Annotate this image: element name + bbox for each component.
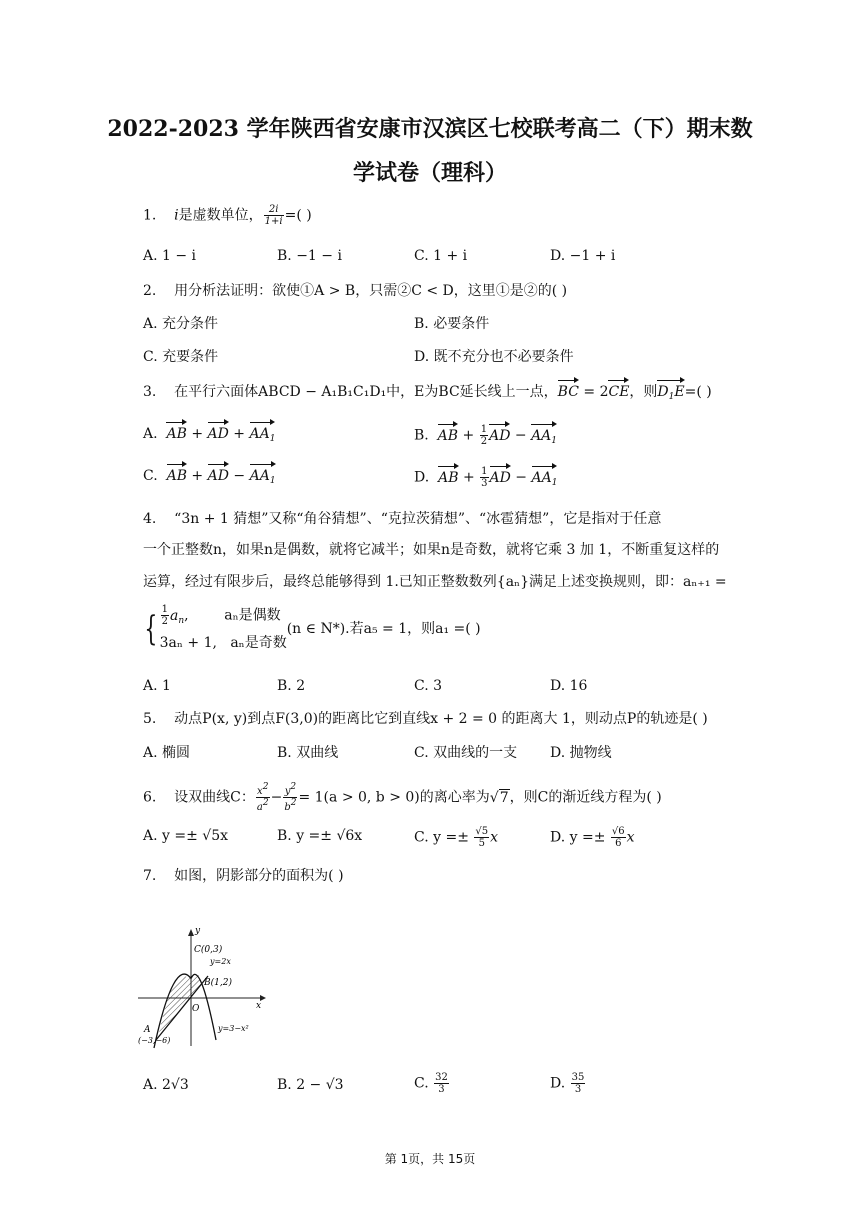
option-a[interactable]: A. y =± √5x — [143, 828, 229, 844]
option-b[interactable]: B. AB + $\frac{1}{2}$ AD − $AA_1$ — [414, 424, 557, 451]
option-c[interactable]: C. $\frac{32}{3}$ — [414, 1072, 448, 1095]
question-6: 6. 设双曲线C： $\frac{x^2}{a^2}$ − $\frac{y^2}{b^2}$ = 1(a > 0, b > 0)的离心率为√7，则C的渐近线方程为( ) — [143, 782, 662, 813]
question-7 — [143, 866, 344, 886]
question-text: “3n + 1 猜想”又称“角谷猜想”、“克拉茨猜想”、“冰雹猜想”，它是指对于任意 — [174, 511, 662, 527]
question-text: 设双曲线C： — [174, 789, 255, 806]
option-a[interactable]: A. 1 — [143, 678, 171, 694]
question-text: 在平行六面体ABCD − A₁B₁C₁D₁中，E为BC延长线上一点， — [174, 384, 558, 400]
point-b-label: B(1,2) — [204, 978, 232, 988]
option-a[interactable]: A. 充分条件 — [143, 316, 219, 332]
page-title-line-1: 2022-2023 学年陕西省安康市汉滨区七校联考高二（下）期末数 — [107, 116, 753, 142]
option-d[interactable]: D. AB + $\frac{1}{3}$ AD − $AA_1$ — [414, 466, 557, 493]
question-1: 1. i是虚数单位， $\frac{2i}{1+i}$ =( ) — [143, 204, 312, 227]
option-d[interactable]: D. $\frac{35}{3}$ — [550, 1072, 585, 1095]
question-number: 2. — [143, 283, 157, 299]
option-d[interactable]: D. 抛物线 — [550, 745, 612, 761]
curve-label: y=3−x² — [218, 1024, 249, 1033]
option-c[interactable]: C. 3 — [414, 678, 443, 694]
shaded-area-figure — [138, 928, 268, 1050]
option-d[interactable]: D. −1 + i — [550, 248, 616, 264]
option-a[interactable]: A. 1 − i — [143, 248, 197, 264]
option-a[interactable]: A. 2√3 — [143, 1077, 189, 1093]
question-number: 5. — [143, 711, 157, 727]
option-a[interactable]: A. 椭圆 — [143, 745, 191, 761]
question-4-line-3: 运算，经过有限步后，最终总能够得到 1.已知正整数数列{aₙ}满足上述变换规则，即：aₙ₊₁ = — [143, 574, 727, 590]
option-a[interactable]: A. AB + AD + $AA_1$ — [143, 424, 275, 449]
question-number: 1. — [143, 207, 157, 224]
option-b[interactable]: B. 双曲线 — [277, 745, 339, 761]
origin-label: O — [192, 1004, 200, 1014]
question-text: 是虚数单位， — [178, 207, 263, 224]
question-text: 用分析法证明：欲使①A > B，只需②C < D，这里①是②的( ) — [174, 283, 568, 299]
option-d[interactable]: D. 16 — [550, 678, 588, 694]
option-c[interactable]: C. 双曲线的一支 — [414, 745, 518, 761]
question-4-line-2: 一个正整数n，如果n是偶数，就将它减半；如果n是奇数，就将它乘 3 加 1，不断重复这样的 — [143, 542, 720, 558]
option-b[interactable]: B. 必要条件 — [414, 316, 490, 332]
piecewise-definition: { $\frac{1}{2}$ $a_n$, aₙ是偶数 3aₙ + 1, aₙ是奇数 (n ∈ N*).若a₅ = 1，则a₁ =( ) — [144, 604, 481, 651]
point-a-label: A — [144, 1025, 151, 1035]
option-b[interactable]: B. 2 − √3 — [277, 1077, 344, 1093]
point-a-coord: (−3,−6) — [138, 1036, 171, 1045]
fraction: $\frac{2i}{1+i}$ — [264, 204, 283, 227]
question-number: 4. — [143, 511, 157, 527]
y-axis-label: y — [195, 928, 201, 936]
page-title-line-2: 学试卷（理科） — [352, 160, 507, 186]
question-text: 如图，阴影部分的面积为( ) — [174, 868, 344, 884]
option-c[interactable]: C. y =± $\frac{√5}{5}$ x — [414, 826, 499, 849]
question-3: 3. 在平行六面体ABCD − A₁B₁C₁D₁中，E为BC延长线上一点，BC = 2CE，则$D_1E=$( ) — [143, 382, 712, 407]
question-2 — [143, 281, 567, 301]
page-footer: 第 1页，共 15页 — [384, 1152, 476, 1166]
question-number: 7. — [143, 868, 157, 884]
x-axis-label: x — [256, 1001, 262, 1011]
line-label: y=2x — [210, 957, 231, 966]
option-b[interactable]: B. −1 − i — [277, 248, 342, 264]
option-c[interactable]: C. 充要条件 — [143, 349, 219, 365]
question-number: 3. — [143, 384, 157, 400]
question-4 — [143, 509, 661, 529]
option-d[interactable]: D. y =± $\frac{√6}{6}$ x — [550, 826, 635, 849]
question-number: 6. — [143, 789, 157, 806]
point-c-label: C(0,3) — [194, 945, 223, 955]
option-d[interactable]: D. 既不充分也不必要条件 — [414, 349, 574, 365]
option-c[interactable]: C. AB + AD − $AA_1$ — [143, 466, 276, 491]
option-b[interactable]: B. y =± √6x — [277, 828, 363, 844]
question-text: 动点P(x, y)到点F(3,0)的距离比它到直线x + 2 = 0 的距离大 1，则动点P的轨迹是( ) — [174, 711, 708, 727]
y-axis-arrow-icon — [188, 929, 194, 936]
question-5 — [143, 709, 708, 729]
option-b[interactable]: B. 2 — [277, 678, 306, 694]
option-c[interactable]: C. 1 + i — [414, 248, 468, 264]
